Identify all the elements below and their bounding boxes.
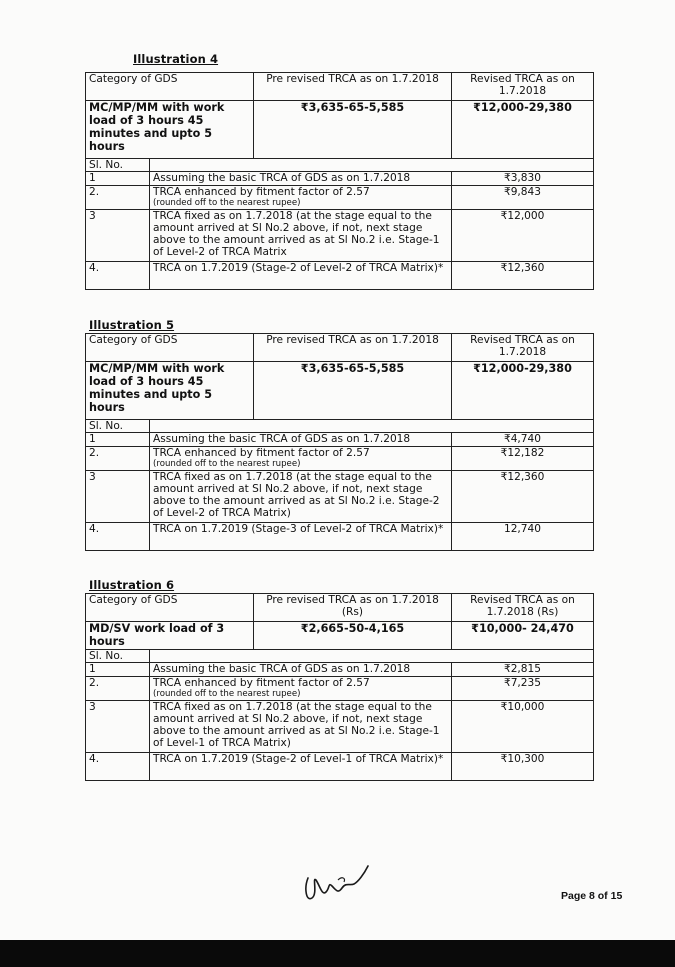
revised-header: Revised TRCA as on 1.7.2018 xyxy=(452,73,594,101)
illustration-title: Illustration 6 xyxy=(89,578,175,592)
row-number: 1 xyxy=(86,663,150,677)
category-cell: MC/MP/MM with work load of 3 hours 45 minutes and upto 5 hours xyxy=(86,362,254,420)
illustration-title: Illustration 5 xyxy=(89,318,175,332)
revised-header: Revised TRCA as on 1.7.2018 (Rs) xyxy=(452,594,594,622)
table-row xyxy=(86,753,594,781)
pre-revised-header: Pre revised TRCA as on 1.7.2018 xyxy=(254,334,452,362)
row-value: ₹12,360 xyxy=(452,262,594,290)
table-row xyxy=(86,471,594,523)
slno-label: Sl. No. xyxy=(86,420,150,433)
row-description: TRCA on 1.7.2019 (Stage-2 of Level-2 of TRCA Matrix)* xyxy=(150,262,452,290)
screen-bottom-bar xyxy=(0,940,675,967)
row-number: 1 xyxy=(86,433,150,447)
table-header-row xyxy=(86,594,594,622)
handwritten-signature xyxy=(298,858,382,906)
revised-header: Revised TRCA as on 1.7.2018 xyxy=(452,334,594,362)
slno-row xyxy=(86,420,594,433)
row-value: ₹10,300 xyxy=(452,753,594,781)
row-number: 2. xyxy=(86,677,150,701)
row-number: 1 xyxy=(86,172,150,186)
pre-revised-header: Pre revised TRCA as on 1.7.2018 (Rs) xyxy=(254,594,452,622)
row-description-cell xyxy=(150,447,452,471)
row-value: ₹12,182 xyxy=(452,447,594,471)
row-value: ₹10,000 xyxy=(452,701,594,753)
row-description: Assuming the basic TRCA of GDS as on 1.7.2018 xyxy=(150,663,452,677)
row-number: 4. xyxy=(86,523,150,551)
row-description-cell xyxy=(150,186,452,210)
illustration-table xyxy=(85,333,594,551)
table-row xyxy=(86,172,594,186)
revised-value: ₹12,000-29,380 xyxy=(452,362,594,420)
row-description: TRCA enhanced by fitment factor of 2.57 xyxy=(153,186,370,198)
row-description: TRCA fixed as on 1.7.2018 (at the stage equal to the amount arrived at Sl No.2 above, if not, next stage above to the amount arrived as at Sl No.2 i.e. Stage-2 of Level-2 of TRCA Matrix) xyxy=(150,471,452,523)
slno-spacer xyxy=(150,650,594,663)
row-number: 4. xyxy=(86,262,150,290)
pre-revised-value: ₹2,665-50-4,165 xyxy=(254,622,452,650)
row-number: 3 xyxy=(86,210,150,262)
category-cell: MD/SV work load of 3 hours xyxy=(86,622,254,650)
category-header: Category of GDS xyxy=(86,334,254,362)
row-description: TRCA enhanced by fitment factor of 2.57 xyxy=(153,677,370,689)
table-row xyxy=(86,433,594,447)
row-number: 2. xyxy=(86,447,150,471)
illustration-title: Illustration 4 xyxy=(133,52,219,66)
row-number: 4. xyxy=(86,753,150,781)
table-row xyxy=(86,663,594,677)
row-number: 3 xyxy=(86,471,150,523)
slno-spacer xyxy=(150,420,594,433)
row-description-cell xyxy=(150,677,452,701)
slno-label: Sl. No. xyxy=(86,159,150,172)
row-description: TRCA fixed as on 1.7.2018 (at the stage equal to the amount arrived at Sl No.2 above, if not, next stage above to the amount arrived as at Sl No.2 i.e. Stage-1 of Level-2 of TRCA Matrix xyxy=(150,210,452,262)
row-note: (rounded off to the nearest rupee) xyxy=(153,198,301,208)
illustration-table xyxy=(85,593,594,781)
category-row xyxy=(86,362,594,420)
table-row xyxy=(86,210,594,262)
row-description: TRCA on 1.7.2019 (Stage-2 of Level-1 of TRCA Matrix)* xyxy=(150,753,452,781)
row-value: ₹7,235 xyxy=(452,677,594,701)
row-value: ₹3,830 xyxy=(452,172,594,186)
category-header: Category of GDS xyxy=(86,594,254,622)
row-number: 2. xyxy=(86,186,150,210)
table-row xyxy=(86,701,594,753)
revised-value: ₹10,000- 24,470 xyxy=(452,622,594,650)
pre-revised-value: ₹3,635-65-5,585 xyxy=(254,101,452,159)
revised-value: ₹12,000-29,380 xyxy=(452,101,594,159)
row-number: 3 xyxy=(86,701,150,753)
table-row xyxy=(86,186,594,210)
row-description: Assuming the basic TRCA of GDS as on 1.7.2018 xyxy=(150,433,452,447)
slno-row xyxy=(86,650,594,663)
pre-revised-header: Pre revised TRCA as on 1.7.2018 xyxy=(254,73,452,101)
slno-row xyxy=(86,159,594,172)
slno-spacer xyxy=(150,159,594,172)
slno-label: Sl. No. xyxy=(86,650,150,663)
table-header-row xyxy=(86,334,594,362)
row-value: 12,740 xyxy=(452,523,594,551)
row-value: ₹12,000 xyxy=(452,210,594,262)
table-row xyxy=(86,677,594,701)
category-header: Category of GDS xyxy=(86,73,254,101)
row-value: ₹4,740 xyxy=(452,433,594,447)
row-value: ₹2,815 xyxy=(452,663,594,677)
table-header-row xyxy=(86,73,594,101)
category-row xyxy=(86,622,594,650)
row-description: TRCA fixed as on 1.7.2018 (at the stage equal to the amount arrived at Sl No.2 above, if not, next stage above to the amount arrived as at Sl No.2 i.e. Stage-1 of Level-1 of TRCA Matrix) xyxy=(150,701,452,753)
page-number: Page 8 of 15 xyxy=(561,890,623,902)
category-cell: MC/MP/MM with work load of 3 hours 45 minutes and upto 5 hours xyxy=(86,101,254,159)
table-row xyxy=(86,523,594,551)
row-value: ₹12,360 xyxy=(452,471,594,523)
illustration-table xyxy=(85,72,594,290)
category-row xyxy=(86,101,594,159)
table-row xyxy=(86,447,594,471)
row-value: ₹9,843 xyxy=(452,186,594,210)
row-description: TRCA enhanced by fitment factor of 2.57 xyxy=(153,447,370,459)
row-note: (rounded off to the nearest rupee) xyxy=(153,689,301,699)
row-description: Assuming the basic TRCA of GDS as on 1.7.2018 xyxy=(150,172,452,186)
row-note: (rounded off to the nearest rupee) xyxy=(153,459,301,469)
table-row xyxy=(86,262,594,290)
row-description: TRCA on 1.7.2019 (Stage-3 of Level-2 of TRCA Matrix)* xyxy=(150,523,452,551)
pre-revised-value: ₹3,635-65-5,585 xyxy=(254,362,452,420)
